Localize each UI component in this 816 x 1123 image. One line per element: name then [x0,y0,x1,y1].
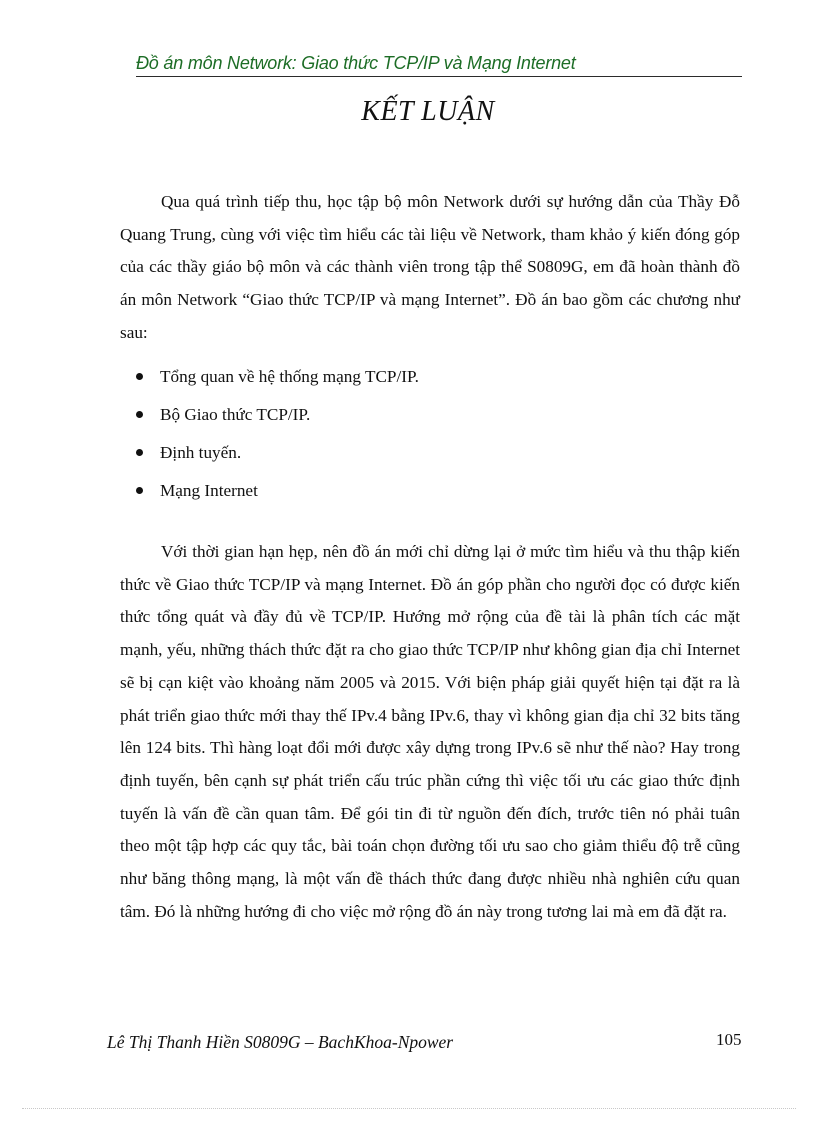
list-item-text: Mạng Internet [160,481,258,500]
list-item [120,396,740,434]
list-item-text: Tổng quan về hệ thống mạng TCP/IP. [160,367,419,386]
page-number: 105 [716,1030,742,1049]
header-title: Đồ án môn Network: Giao thức TCP/IP và Mạng Internet [136,53,576,73]
list-item [120,358,740,396]
footer-author: Lê Thị Thanh Hiền S0809G – BachKhoa-Npower [107,1032,454,1052]
page-edge-divider [22,1108,796,1109]
list-item [120,434,740,472]
list-item [120,472,740,510]
list-item-text: Định tuyến. [160,443,242,462]
bullet-icon [136,487,143,494]
page-title: KẾT LUẬN [361,96,495,127]
chapter-list [120,358,740,510]
list-item-text: Bộ Giao thức TCP/IP. [160,405,311,424]
page-header [136,52,742,77]
paragraph-conclusion: Với thời gian hạn hẹp, nên đồ án mới chỉ dừng lại ở mức tìm hiểu và thu thập kiến thức về Giao thức TCP/IP và mạng Internet. Đồ án góp phần cho người đọc có được kiến thức tổng quát và đầy đủ về TCP/IP. Hướng mở rộng của đề tài là phân tích các mặt mạnh, yếu, những thách thức đặt ra cho giao thức TCP/IP như không gian địa chỉ Internet sẽ bị cạn kiệt vào khoảng năm 2005 và 2015. Với biện pháp giải quyết hiện tại đặt ra là phát triển giao thức mới thay thế IPv.4 bằng IPv.6, thay vì không gian địa chỉ 32 bits tăng lên 124 bits. Thì hàng loạt đổi mới được xây dựng trong IPv.6 sẽ như thế nào? Hay trong định tuyến, bên cạnh sự phát triển cấu trúc phần cứng thì việc tối ưu các giao thức định tuyến là vấn đề cần quan tâm. Để gói tin đi từ nguồn đến đích, trước tiên nó phải tuân theo một tập hợp các quy tắc, bài toán chọn đường tối ưu sao cho giảm thiểu độ trễ cũng như băng thông mạng, là một vấn đề thách thức đang được nhiều nhà nghiên cứu quan tâm. Đó là những hướng đi cho việc mở rộng đồ án này trong tương lai mà em đã đặt ra. [120,542,740,921]
bullet-icon [136,449,143,456]
bullet-icon [136,373,143,380]
bullet-icon [136,411,143,418]
paragraph-intro: Qua quá trình tiếp thu, học tập bộ môn Network dưới sự hướng dẫn của Thầy Đỗ Quang Trung, cùng với việc tìm hiểu các tài liệu về Network, tham khảo ý kiến đóng góp của các thầy giáo bộ môn và các thành viên trong tập thể S0809G, em đã hoàn thành đồ án môn Network “Giao thức TCP/IP và mạng Internet”. Đồ án bao gồm các chương như sau: [120,192,740,342]
